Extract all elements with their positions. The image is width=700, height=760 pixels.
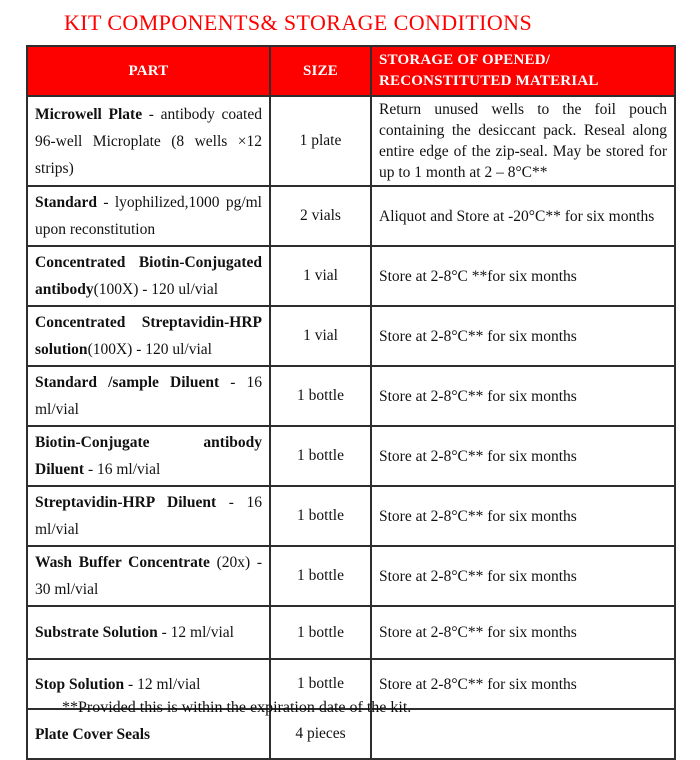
part-name: Streptavidin-HRP Diluent <box>35 494 217 511</box>
part-name: Biotin-Conjugate antibody Diluent <box>35 434 262 478</box>
table-row-streptavidin-hrp-diluent <box>27 486 675 546</box>
part-desc: - 16 ml/vial <box>84 461 161 478</box>
storage-cell <box>371 709 675 759</box>
size-cell: 1 bottle <box>270 546 371 606</box>
part-name: Standard <box>35 194 98 211</box>
header-storage <box>371 46 675 96</box>
part-cell <box>27 486 270 546</box>
storage-cell: Store at 2-8°C** for six months <box>371 546 675 606</box>
size-cell: 1 vial <box>270 306 371 366</box>
storage-cell: Return unused wells to the foil pouch containing the desiccant pack. Reseal along entire edge of the zip-seal. May be stored for up to 1 month at 2 – 8°C** <box>371 96 675 186</box>
part-name: Plate Cover Seals <box>35 725 151 743</box>
part-cell <box>27 246 270 306</box>
table-row-streptavidin-hrp-solution <box>27 306 675 366</box>
part-desc: (20x) - 30 ml/vial <box>35 554 262 598</box>
part-name: Stop Solution <box>35 675 125 693</box>
header-part: PART <box>27 46 270 96</box>
table-row-substrate-solution <box>27 606 675 659</box>
part-name: Standard /sample Diluent <box>35 374 220 391</box>
part-cell <box>27 426 270 486</box>
part-cell <box>27 96 270 186</box>
storage-cell: Aliquot and Store at -20°C** for six months <box>371 186 675 246</box>
kit-components-table <box>26 45 676 760</box>
part-desc: (100X) - 120 ul/vial <box>93 281 219 298</box>
table-row-standard-sample-diluent <box>27 366 675 426</box>
header-storage-line2: RECONSTITUTED MATERIAL <box>379 73 599 89</box>
storage-cell: Store at 2-8°C** for six months <box>371 306 675 366</box>
part-cell <box>27 186 270 246</box>
header-storage-line1: STORAGE OF OPENED/ <box>379 52 551 68</box>
part-cell <box>27 306 270 366</box>
size-cell: 1 vial <box>270 246 371 306</box>
part-cell <box>27 606 270 659</box>
part-name: Concentrated Streptavidin-HRP solution <box>35 314 262 358</box>
part-desc: - 16 ml/vial <box>35 494 262 538</box>
part-desc: - lyophilized,1000 pg/ml upon reconstitution <box>35 194 262 238</box>
table-row-standard <box>27 186 675 246</box>
table-row-biotin-conjugate-antibody-diluent <box>27 426 675 486</box>
part-desc: (100X) - 120 ul/vial <box>87 341 212 358</box>
expiration-footnote: **Provided this is within the expiration date of the kit. <box>62 699 412 716</box>
size-cell: 1 bottle <box>270 486 371 546</box>
storage-cell: Store at 2-8°C** for six months <box>371 426 675 486</box>
part-desc: - antibody coated 96-well Microplate (8 wells ×12 strips) <box>35 105 262 177</box>
size-cell: 1 plate <box>270 96 371 186</box>
part-desc: - 16 ml/vial <box>35 374 262 418</box>
header-size: SIZE <box>270 46 371 96</box>
size-cell: 4 pieces <box>270 709 371 759</box>
storage-cell: Store at 2-8°C** for six months <box>371 606 675 659</box>
part-cell <box>27 546 270 606</box>
table-row-biotin-conjugated-antibody <box>27 246 675 306</box>
storage-cell: Store at 2-8°C** for six months <box>371 486 675 546</box>
page-title: KIT COMPONENTS& STORAGE CONDITIONS <box>64 10 533 35</box>
part-desc: - 12 ml/vial <box>124 675 201 693</box>
table-row-microwell-plate <box>27 96 675 186</box>
part-name: Wash Buffer Concentrate <box>35 554 210 571</box>
storage-cell: Store at 2-8°C** for six months <box>371 659 675 709</box>
size-cell: 1 bottle <box>270 426 371 486</box>
part-name: Substrate Solution <box>35 624 158 641</box>
storage-cell: Store at 2-8°C **for six months <box>371 246 675 306</box>
table-header-row <box>27 46 675 96</box>
storage-cell: Store at 2-8°C** for six months <box>371 366 675 426</box>
size-cell: 2 vials <box>270 186 371 246</box>
size-cell: 1 bottle <box>270 606 371 659</box>
part-name: Microwell Plate <box>35 105 143 123</box>
part-cell <box>27 366 270 426</box>
part-desc: - 12 ml/vial <box>157 624 234 641</box>
table-row-wash-buffer-concentrate <box>27 546 675 606</box>
size-cell: 1 bottle <box>270 366 371 426</box>
part-name: Concentrated Biotin-Conjugated antibody <box>35 254 262 298</box>
size-cell: 1 bottle <box>270 659 371 709</box>
